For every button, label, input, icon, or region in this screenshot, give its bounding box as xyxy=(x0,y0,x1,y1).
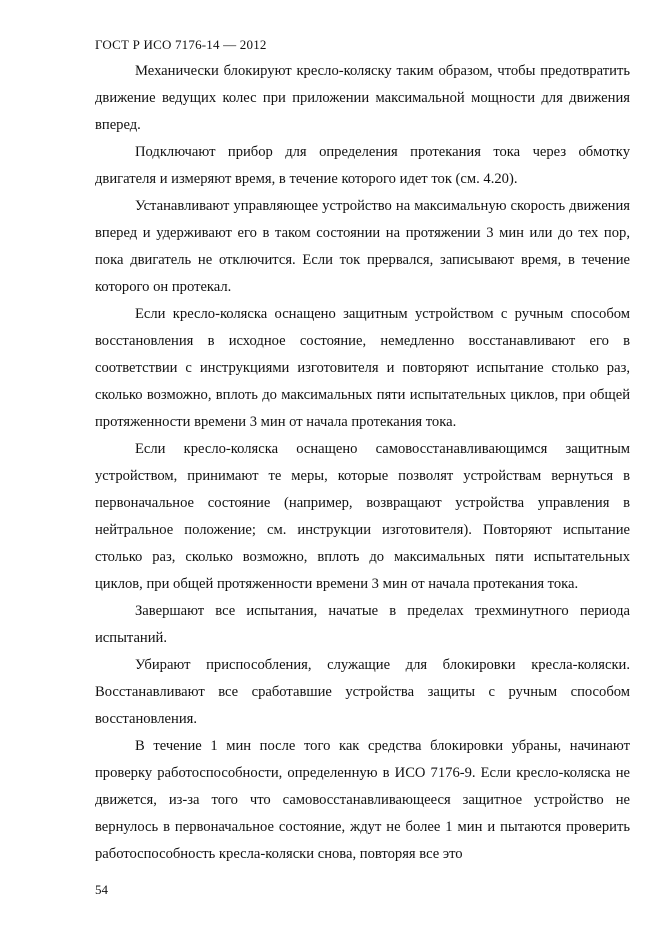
body-text xyxy=(95,58,630,868)
page-number: 54 xyxy=(95,882,108,897)
paragraph-operability-check: В течение 1 мин после того как средства блокировки убраны, начинают проверку работоспособности, определенную в ИСО 7176-9. Если кресло-коляска не движется, из-за того что самовосстанавливающееся защитное устройство не вернулось в первоначальное состояние, ждут не более 1 мин и пытаются проверить работоспособность кресла-коляски снова, повторяя все это xyxy=(95,738,630,862)
paragraph-connect-current-meter: Подключают прибор для определения протекания тока через обмотку двигателя и измеряют время, в течение которого идет ток (см. 4.20). xyxy=(95,144,630,187)
paragraph-blocking-wheelchair: Механически блокируют кресло-коляску таким образом, чтобы предотвратить движение ведущих колес при приложении максимальной мощности для движения вперед. xyxy=(95,63,630,133)
running-header: ГОСТ Р ИСО 7176-14 — 2012 xyxy=(95,37,267,52)
paragraph-manual-reset-device: Если кресло-коляска оснащено защитным устройством с ручным способом восстановления в исходное состояние, немедленно восстанавливают его в соответствии с инструкциями изготовителя и повторяют испытание столько раз, сколько возможно, вплоть до максимальных пяти испытательных циклов, при общей протяженности времени 3 мин от начала протекания тока. xyxy=(95,306,630,430)
paragraph-self-reset-device: Если кресло-коляска оснащено самовосстанавливающимся защитным устройством, принимают те меры, которые позволят устройствам вернуться в первоначальное состояние (например, возвращают устройства управления в нейтральное положение; см. инструкции изготовителя). Повторяют испытание столько раз, сколько возможно, вплоть до максимальных пяти испытательных циклов, при общей протяженности времени 3 мин от начала протекания тока. xyxy=(95,441,630,592)
paragraph-remove-fixtures: Убирают приспособления, служащие для блокировки кресла-коляски. Восстанавливают все сработавшие устройства защиты с ручным способом восстановления. xyxy=(95,657,630,727)
paragraph-max-speed-hold: Устанавливают управляющее устройство на максимальную скорость движения вперед и удерживают его в таком состоянии на протяжении 3 мин или до тех пор, пока двигатель не отключится. Если ток прервался, записывают время, в течение которого он протекал. xyxy=(95,198,630,295)
paragraph-complete-tests: Завершают все испытания, начатые в пределах трехминутного периода испытаний. xyxy=(95,603,630,646)
